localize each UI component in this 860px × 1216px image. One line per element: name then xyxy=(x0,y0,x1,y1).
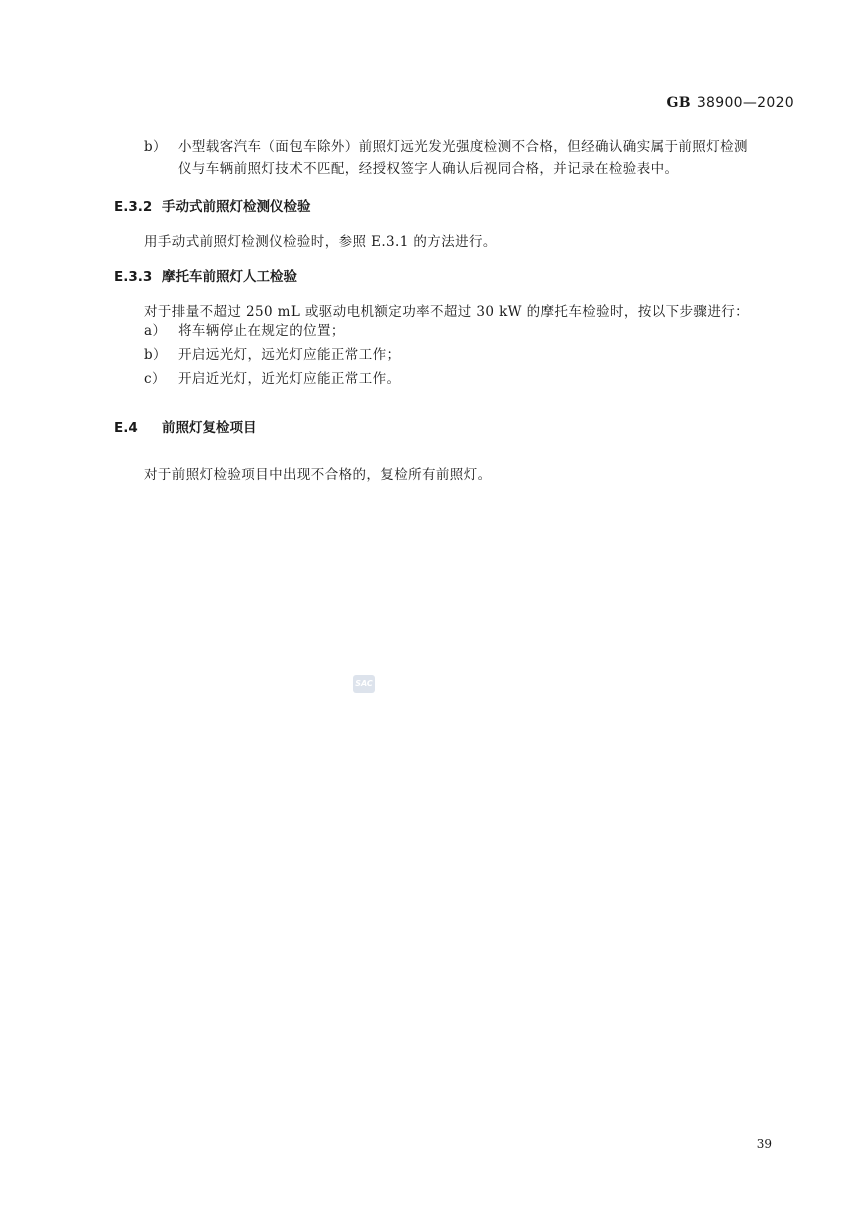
standard-code: 38900—2020 xyxy=(696,95,794,111)
list-item-c xyxy=(144,368,544,390)
section-title: 摩托车前照灯人工检验 xyxy=(162,269,297,285)
list-marker: b） xyxy=(144,347,167,363)
section-heading-e33 xyxy=(114,265,297,285)
section-title: 手动式前照灯检测仪检验 xyxy=(162,199,311,215)
list-item-text: 开启近光灯，近光灯应能正常工作。 xyxy=(178,371,401,387)
section-body-e33: 对于排量不超过 250 mL 或驱动电机额定功率不超过 30 kW 的摩托车检验时，按以下步骤进行： xyxy=(144,304,750,320)
section-heading-e4 xyxy=(114,416,257,436)
page-number: 39 xyxy=(756,1137,772,1151)
section-number: E.3.3 xyxy=(114,269,153,285)
list-marker: b） xyxy=(144,139,167,155)
list-marker: c） xyxy=(144,371,166,387)
list-item-b xyxy=(144,344,544,366)
section-number: E.4 xyxy=(114,420,138,436)
section-heading-e32 xyxy=(114,195,311,215)
section-body-e32: 用手动式前照灯检测仪检验时，参照 E.3.1 的方法进行。 xyxy=(144,234,497,250)
list-marker: a） xyxy=(144,323,167,339)
list-item-a xyxy=(144,320,544,342)
standard-code-header xyxy=(666,95,794,111)
list-item-text-line1: 小型载客汽车（面包车除外）前照灯远光发光强度检测不合格，但经确认确实属于前照灯检测 xyxy=(178,139,748,155)
section-title: 前照灯复检项目 xyxy=(162,420,257,436)
section-body-e4: 对于前照灯检验项目中出现不合格的，复检所有前照灯。 xyxy=(144,467,492,483)
list-item-text-line2: 仪与车辆前照灯技术不匹配，经授权签字人确认后视同合格，并记录在检验表中。 xyxy=(178,161,679,177)
list-item-text: 开启远光灯，远光灯应能正常工作； xyxy=(178,347,401,363)
list-item-text: 将车辆停止在规定的位置； xyxy=(178,323,345,339)
standard-prefix: GB xyxy=(666,95,691,111)
section-number: E.3.2 xyxy=(114,199,153,215)
sac-watermark-logo: SAC xyxy=(353,675,375,693)
list-item-b-continued xyxy=(144,136,804,180)
